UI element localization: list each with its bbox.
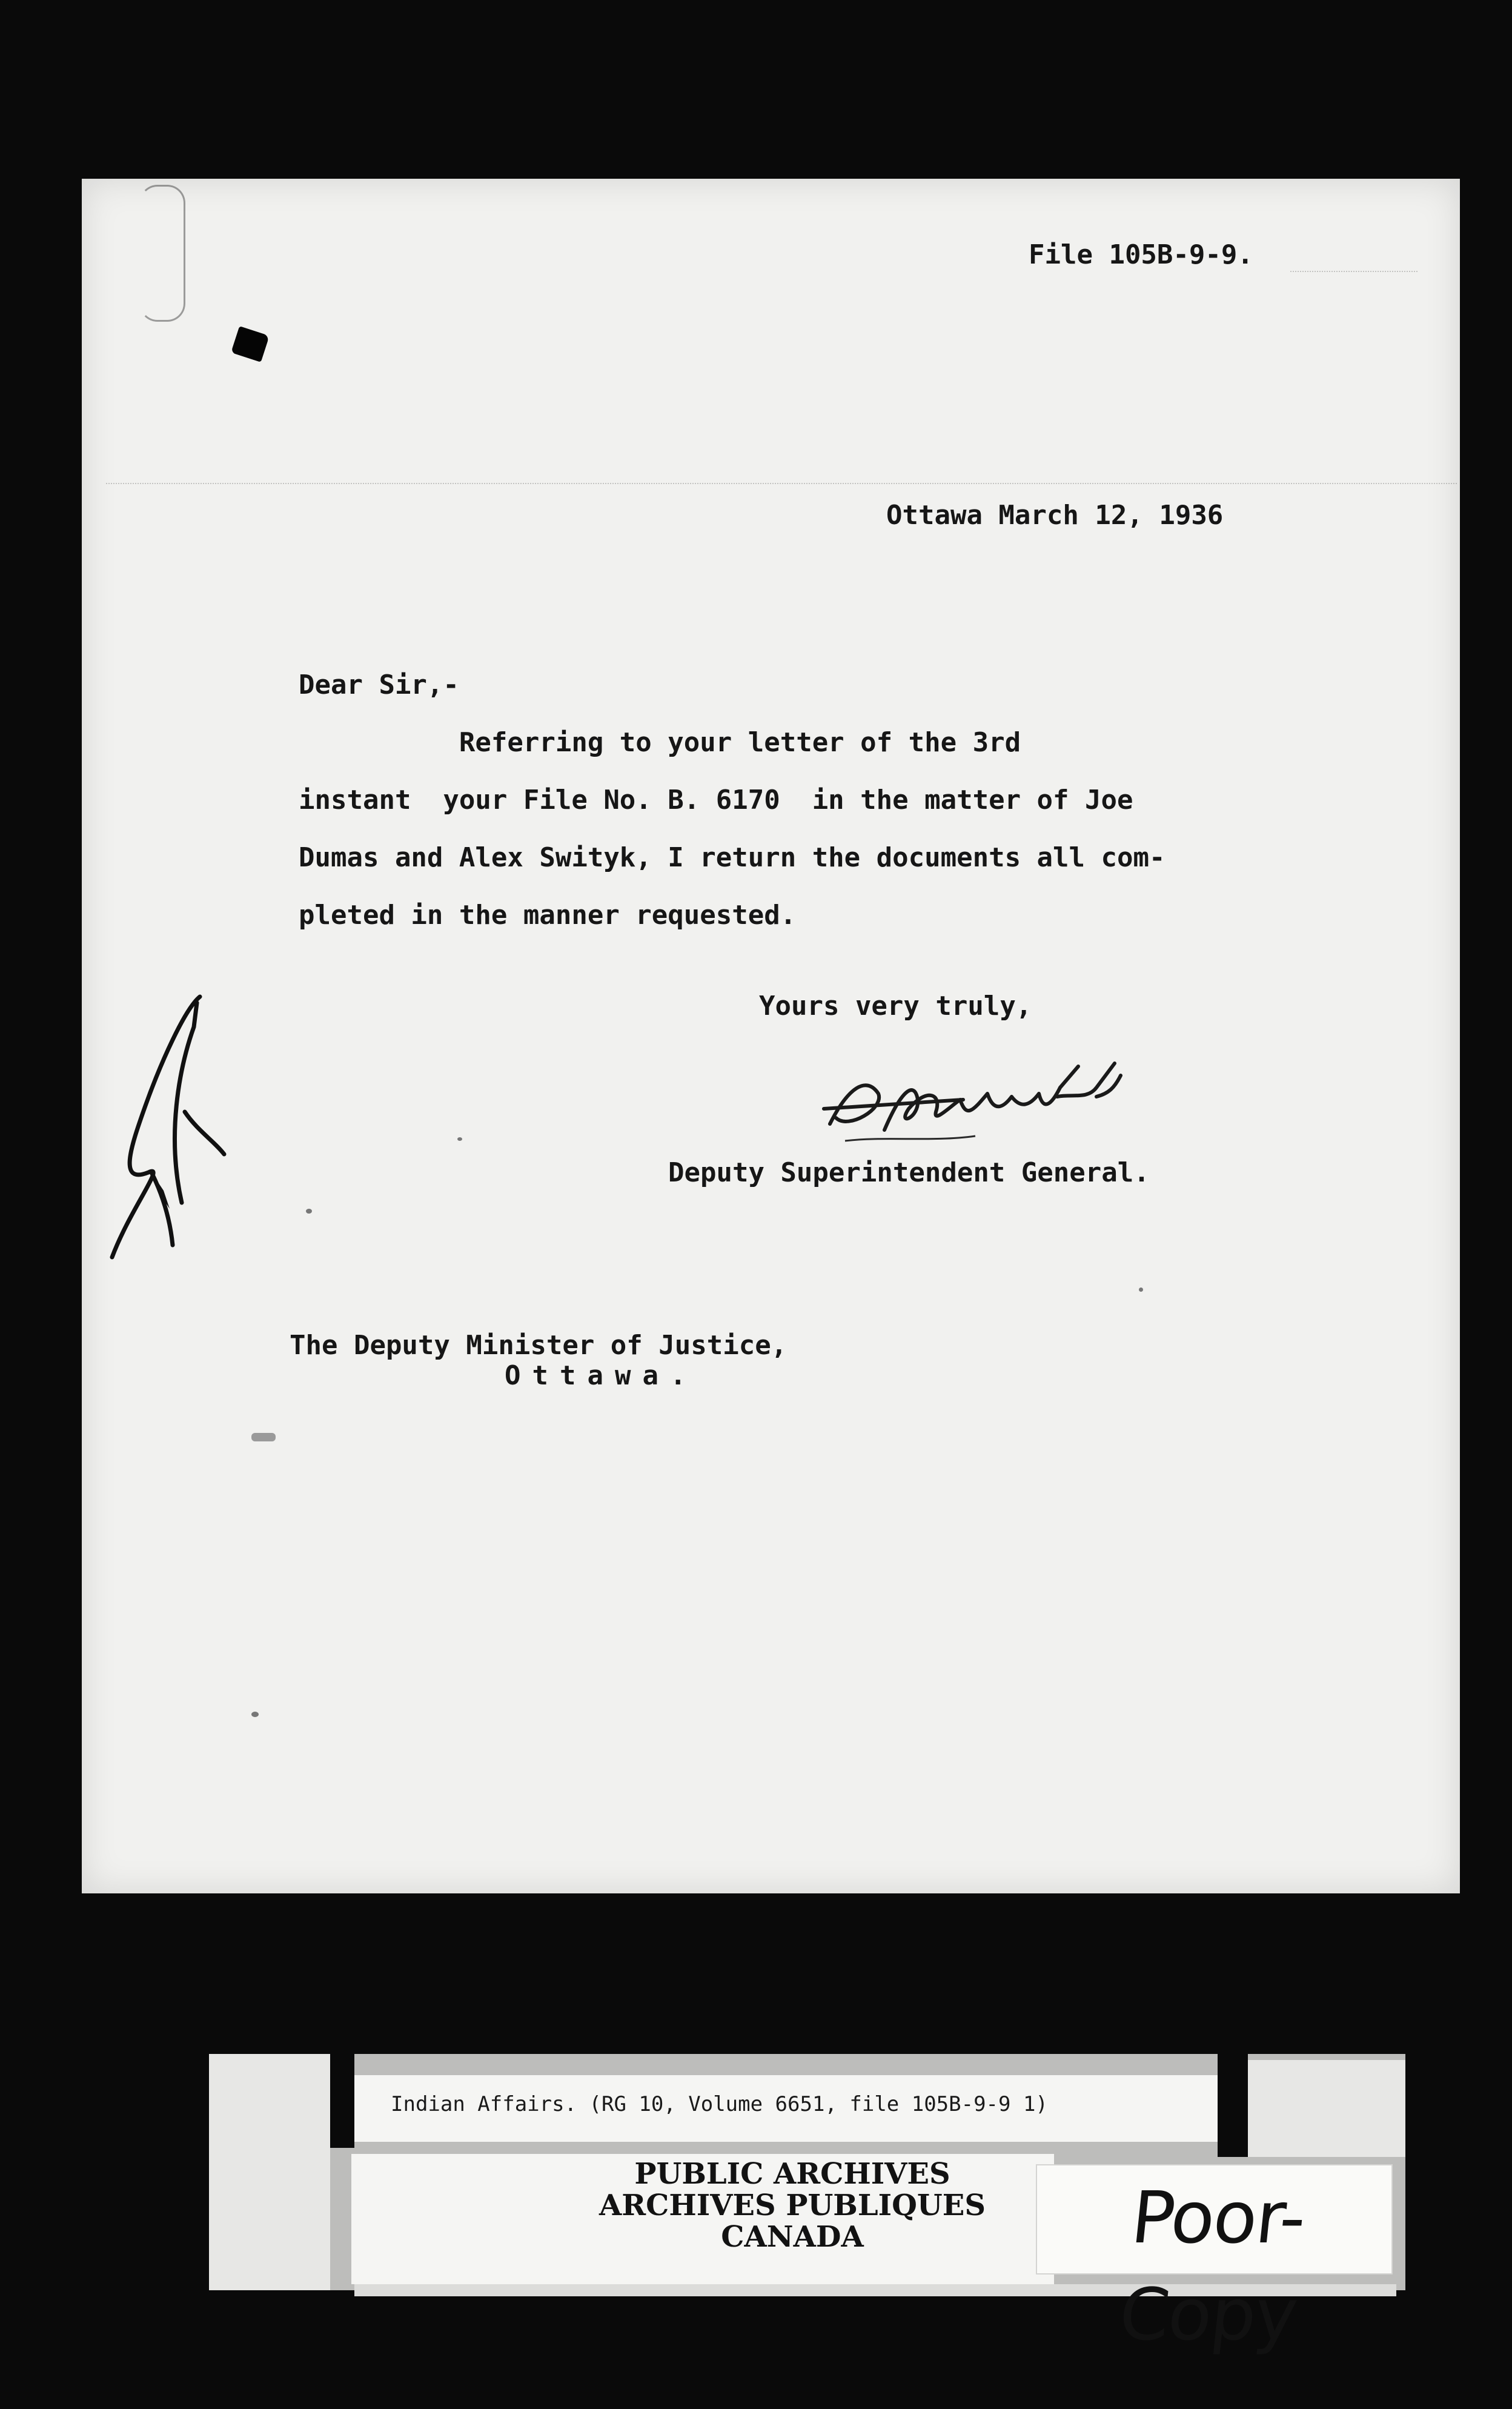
- addressee-city: Ottawa.: [505, 1360, 698, 1391]
- speck: [251, 1712, 259, 1717]
- signatory-title: Deputy Superintendent General.: [668, 1157, 1150, 1188]
- file-reference: File 105B-9-9.: [1029, 239, 1253, 270]
- body-line-4: pleted in the manner requested.: [299, 900, 797, 931]
- salutation: Dear Sir,-: [299, 670, 459, 700]
- strip-notch: [1218, 2054, 1248, 2157]
- handwritten-initials: [94, 991, 264, 1275]
- archives-stamp: [550, 2158, 1035, 2253]
- strip-notch: [330, 2054, 354, 2148]
- rule-line: [106, 483, 1457, 484]
- speck: [306, 1209, 312, 1214]
- stamp-line-2: ARCHIVES PUBLIQUES: [599, 2188, 986, 2222]
- poor-copy-note: Poor-Copy: [1115, 2176, 1309, 2356]
- body-line-1: Referring to your letter of the 3rd: [299, 727, 1021, 758]
- speck: [457, 1137, 462, 1141]
- speck: [251, 1433, 276, 1441]
- handwritten-signature: [812, 1051, 1127, 1154]
- body-line-3: Dumas and Alex Swityk, I return the documents all com-: [299, 842, 1166, 873]
- strip-edge-right: [1248, 2060, 1405, 2157]
- strip-edge-left: [209, 2054, 330, 2290]
- addressee: The Deputy Minister of Justice,: [290, 1330, 788, 1361]
- punch-hole-mark: [231, 326, 270, 362]
- letter-date: Ottawa March 12, 1936: [886, 500, 1224, 531]
- stamp-line-3: CANADA: [721, 2220, 864, 2254]
- letter-sheet: [82, 179, 1460, 1893]
- paper-clip-mark: [139, 185, 185, 322]
- speck: [1139, 1288, 1143, 1292]
- stamp-line-1: PUBLIC ARCHIVES: [634, 2157, 950, 2191]
- body-line-2: instant your File No. B. 6170 in the matter of Joe: [299, 785, 1133, 816]
- archival-citation: Indian Affairs. (RG 10, Volume 6651, file 105B-9-9 1): [391, 2092, 1048, 2116]
- rule-line: [1290, 271, 1418, 272]
- closing: Yours very truly,: [759, 991, 1032, 1022]
